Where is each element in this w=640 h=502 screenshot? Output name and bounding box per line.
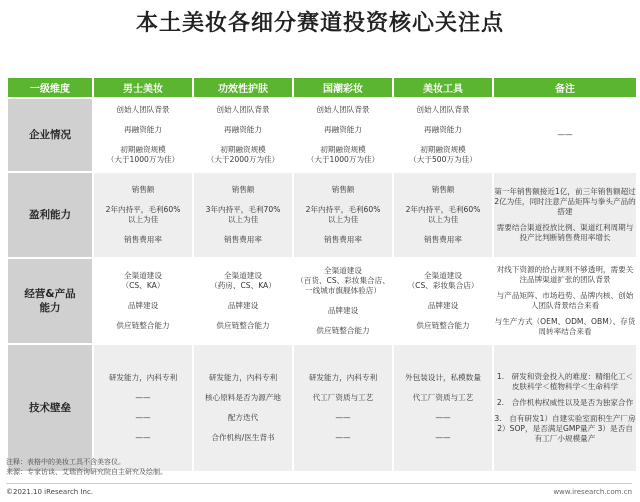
cell-item: 合作机构/医生背书 — [211, 433, 275, 442]
cell — [394, 259, 492, 343]
cell-item: —— — [435, 413, 451, 422]
cell-spacer — [194, 291, 292, 301]
cell-item: 外包装设计，私模数量 — [405, 373, 481, 382]
cell-item: 创始人团队背景 — [116, 105, 170, 114]
cell-item: 2年内持平，毛利60% 以上为佳 — [305, 205, 381, 224]
source-note: 来源：专家访谈、艾瑞咨询研究院自主研究及绘制。 — [6, 468, 167, 476]
divider — [6, 483, 632, 484]
cell-spacer — [394, 115, 492, 125]
cell — [394, 173, 492, 257]
cell-item: 全渠道建设 （百货、CS、彩妆集合店、 一线城市旗舰体验店） — [296, 266, 390, 295]
cell — [94, 173, 192, 257]
cell-spacer — [194, 225, 292, 235]
row-technology — [8, 345, 636, 471]
cell-item: 创始人团队背景 — [416, 105, 470, 114]
cell-spacer — [394, 383, 492, 393]
cell-item: 代工厂资质与工艺 — [412, 393, 474, 402]
cell-spacer — [294, 423, 392, 433]
remark-cell — [494, 173, 636, 257]
cell-item: —— — [335, 413, 351, 422]
cell-item: 全渠道建设 （CS、KA） — [121, 271, 165, 290]
cell-item: 再融资能力 — [424, 125, 462, 134]
cell-spacer — [194, 383, 292, 393]
cell-spacer — [94, 225, 192, 235]
cell-item: 2年内持平，毛利60% 以上为佳 — [105, 205, 181, 224]
cell-item: 供应链整合能力 — [116, 321, 170, 330]
cell-spacer — [394, 225, 492, 235]
header-functional-skincare: 功效性护肤 — [194, 78, 292, 97]
row-profitability — [8, 173, 636, 257]
row-company — [8, 99, 636, 171]
cell-item: 初期融资规模 （大于1000万为佳） — [106, 145, 180, 164]
remark-cell — [494, 259, 636, 343]
cell-item: 创始人团队背景 — [216, 105, 270, 114]
cell-item: 品牌建设 — [227, 301, 259, 310]
cell — [394, 99, 492, 171]
cell-item: 3年内持平，毛利70% 以上为佳 — [205, 205, 281, 224]
cell-spacer — [94, 135, 192, 145]
cell-item: 品牌建设 — [327, 306, 359, 315]
cell-item: —— — [335, 433, 351, 442]
cell-spacer — [394, 135, 492, 145]
cell-item: 研发能力，内科专利 — [108, 373, 178, 382]
cell-item: —— — [135, 393, 151, 402]
cell-item: 再融资能力 — [224, 125, 262, 134]
cell — [194, 259, 292, 343]
cell — [194, 345, 292, 471]
cell-item: 销售额 — [331, 185, 355, 194]
cell — [194, 173, 292, 257]
remark-paragraph: 第一年销售额接近1亿，前三年销售额超过2亿为佳，同时注意产品矩阵与拳头产品的搭建 — [494, 187, 636, 216]
cell-spacer — [294, 316, 392, 326]
cell-item: 研发能力，内科专利 — [308, 373, 378, 382]
header-mens-makeup: 男士美妆 — [94, 78, 192, 97]
cell-item: 配方迭代 — [227, 413, 259, 422]
remark-paragraph: 对线下资源的拾占规则不够透明，需要关注品牌渠道扩张的团队背景 — [496, 265, 634, 284]
cell-item: 销售额 — [131, 185, 155, 194]
cell-spacer — [394, 195, 492, 205]
cell-spacer — [94, 115, 192, 125]
cell-item: 销售费用率 — [124, 235, 162, 244]
cell-spacer — [294, 403, 392, 413]
cell-spacer — [294, 296, 392, 306]
cell-item: —— — [135, 413, 151, 422]
row-label-profitability: 盈利能力 — [8, 173, 92, 257]
cell-item: 全渠道建设 （药房、CS、KA） — [210, 271, 276, 290]
cell-spacer — [194, 195, 292, 205]
cell-spacer — [94, 423, 192, 433]
cell-item: 销售费用率 — [424, 235, 462, 244]
cell — [394, 345, 492, 471]
cell-spacer — [294, 115, 392, 125]
cell-spacer — [94, 383, 192, 393]
cell-spacer — [94, 291, 192, 301]
investment-focus-table — [6, 76, 638, 473]
cell-spacer — [194, 135, 292, 145]
header-remarks: 备注 — [494, 78, 636, 97]
row-label-technology: 技术壁垒 — [8, 345, 92, 471]
cell-spacer — [194, 311, 292, 321]
cell-spacer — [294, 135, 392, 145]
cell-item: 代工厂资质与工艺 — [312, 393, 374, 402]
footnote: 注释：表格中的美妆工具不含美容仪。 — [6, 458, 125, 466]
header-row — [8, 78, 636, 97]
remark-paragraph: 需要结合渠道投放比例、渠道红利周期与投产比判断销售费用率增长 — [496, 223, 634, 242]
cell — [94, 259, 192, 343]
cell-item: 品牌建设 — [127, 301, 159, 310]
row-label-operations: 经营&产品 能力 — [8, 259, 92, 343]
cell-item: 再融资能力 — [124, 125, 162, 134]
website-url: www.iresearch.com.cn — [553, 488, 632, 496]
cell-item: 2年内持平，毛利60% 以上为佳 — [405, 205, 481, 224]
remark-cell: —— — [494, 99, 636, 171]
cell — [94, 99, 192, 171]
cell — [294, 173, 392, 257]
cell-item: 供应链整合能力 — [316, 326, 370, 335]
cell-item: 供应链整合能力 — [416, 321, 470, 330]
copyright: ©2021.10 iResearch Inc. — [6, 488, 94, 496]
remark-paragraph: 与产品矩阵、市场趋势、品牌内核、创始人团队背景结合来看 — [496, 291, 634, 310]
cell — [194, 99, 292, 171]
remark-cell — [494, 345, 636, 471]
cell — [294, 99, 392, 171]
header-dimension: 一级维度 — [8, 78, 92, 97]
cell-spacer — [94, 311, 192, 321]
row-operations — [8, 259, 636, 343]
cell-item: 初期融资规模 （大于2000万为佳） — [206, 145, 280, 164]
cell-item: 创始人团队背景 — [316, 105, 370, 114]
cell-spacer — [194, 115, 292, 125]
cell-spacer — [394, 403, 492, 413]
cell-item: —— — [135, 433, 151, 442]
cell-item: 供应链整合能力 — [216, 321, 270, 330]
cell-item: —— — [435, 433, 451, 442]
cell-item: 核心原料是否为源产地 — [205, 393, 281, 402]
cell — [94, 345, 192, 471]
cell-spacer — [294, 383, 392, 393]
row-label-company: 企业情况 — [8, 99, 92, 171]
cell-item: 销售额 — [431, 185, 455, 194]
cell-spacer — [394, 311, 492, 321]
cell-item: 初期融资规模 （大于500万为佳） — [409, 145, 477, 164]
remark-paragraph: 3. 自有研发1）自建实验室面积生产厂房 2）SOP，是否满足GMP量产 3）是否自有工厂小规模量产 — [494, 414, 636, 443]
cell — [294, 259, 392, 343]
cell-item: 全渠道建设 （CS、彩妆集合店） — [407, 271, 479, 290]
header-guochao-cosmetics: 国潮彩妆 — [294, 78, 392, 97]
cell-item: 销售额 — [231, 185, 255, 194]
cell-item: 再融资能力 — [324, 125, 362, 134]
cell-spacer — [394, 291, 492, 301]
cell-spacer — [94, 403, 192, 413]
cell-item: 研发能力，内科专利 — [208, 373, 278, 382]
cell-spacer — [194, 423, 292, 433]
cell — [294, 345, 392, 471]
cell-spacer — [394, 423, 492, 433]
remark-paragraph: 与生产方式（OEM、ODM、OBM）、存货周转率结合来看 — [494, 317, 636, 336]
cell-item: 销售费用率 — [324, 235, 362, 244]
header-beauty-tools: 美妆工具 — [394, 78, 492, 97]
cell-spacer — [294, 195, 392, 205]
remark-paragraph: 2. 合作机构权威性以及是否为独家合作 — [496, 398, 634, 407]
cell-spacer — [94, 195, 192, 205]
cell-item: 销售费用率 — [224, 235, 262, 244]
cell-item: 品牌建设 — [427, 301, 459, 310]
page-title: 本土美妆各细分赛道投资核心关注点 — [135, 11, 504, 36]
cell-spacer — [194, 403, 292, 413]
remark-paragraph: 1. 研发和资金投入的难度：精细化工＜皮肤科学＜植物科学＜生命科学 — [496, 372, 634, 391]
cell-item: 初期融资规模 （大于1000万为佳） — [306, 145, 380, 164]
cell-spacer — [294, 225, 392, 235]
